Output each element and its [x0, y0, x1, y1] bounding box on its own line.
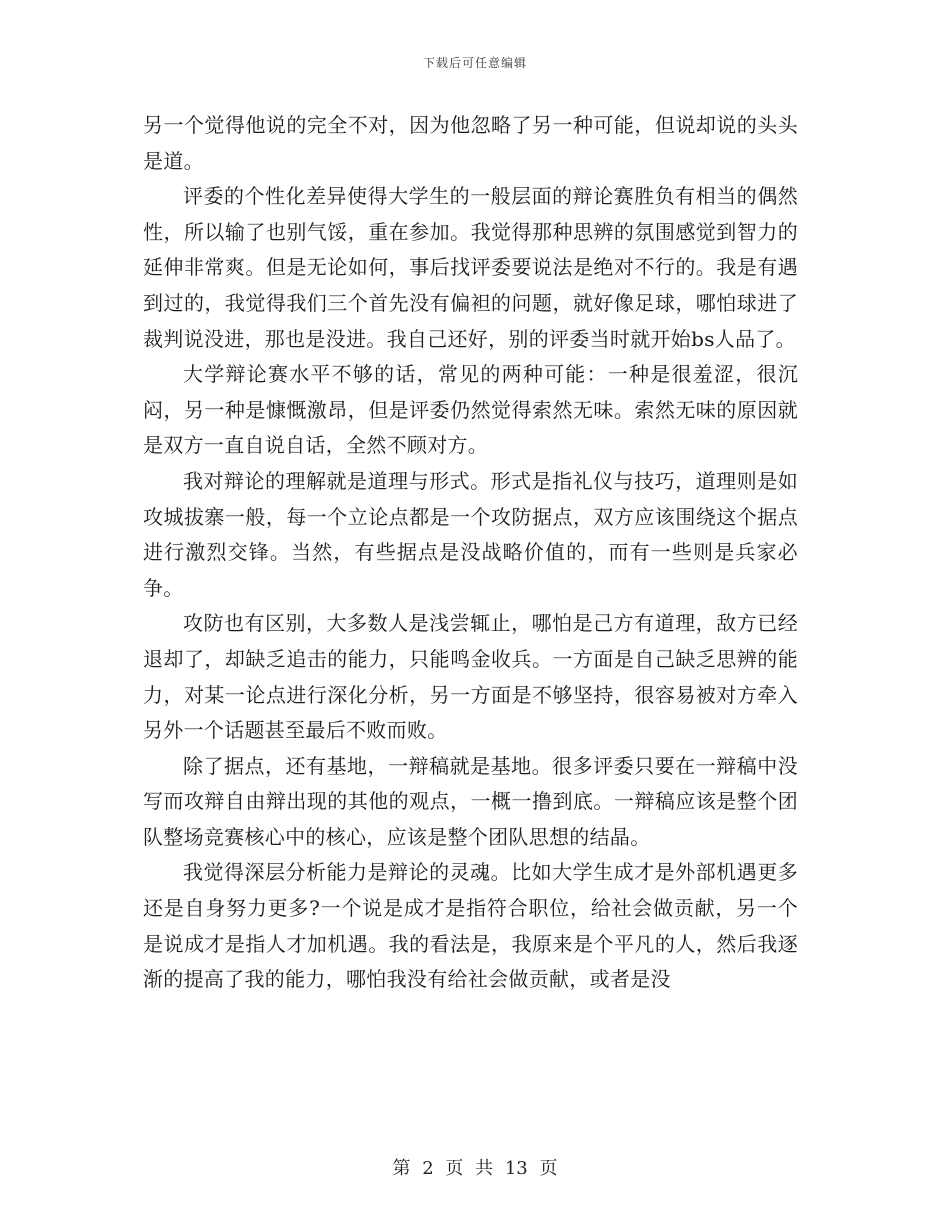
- paragraph: 攻防也有区别，大多数人是浅尝辄止，哪怕是己方有道理，敌方已经退却了，却缺乏追击的能力，只能鸣金收兵。一方面是自己缺乏思辨的能力，对某一论点进行深化分析，另一方面是不够坚持，很容易被对方牵入另外一个话题甚至最后不败而败。: [143, 611, 798, 743]
- paragraph: 除了据点，还有基地，一辩稿就是基地。很多评委只要在一辩稿中没写而攻辩自由辩出现的其他的观点，一概一撸到底。一辩稿应该是整个团队整场竞赛核心中的核心，应该是整个团队思想的结晶。: [143, 753, 798, 849]
- paragraph: 我觉得深层分析能力是辩论的灵魂。比如大学生成才是外部机遇更多还是自身努力更多?一个说是成才是指符合职位，给社会做贡献，另一个是说成才是指人才加机遇。我的看法是，我原来是个平凡的人，然后我逐渐的提高了我的能力，哪怕我没有给社会做贡献，或者是没: [143, 860, 798, 992]
- paragraph: 另一个觉得他说的完全不对，因为他忽略了另一种可能，但说却说的头头是道。: [143, 113, 798, 173]
- page-header: 下载后可任意编辑: [422, 56, 527, 70]
- paragraph: 评委的个性化差异使得大学生的一般层面的辩论赛胜负有相当的偶然性，所以输了也别气馁，重在参加。我觉得那种思辨的氛围感觉到智力的延伸非常爽。但是无论如何，事后找评委要说法是绝对不行的。我是有遇到过的，我觉得我们三个首先没有偏袒的问题，就好像足球，哪怕球进了裁判说没进，那也是没进。我自己还好，别的评委当时就开始bs人品了。: [143, 184, 798, 351]
- document-body: [143, 108, 798, 998]
- page-number-footer: 第 2 页 共 13 页: [392, 1158, 558, 1179]
- paragraph: 我对辩论的理解就是道理与形式。形式是指礼仪与技巧，道理则是如攻城拔寨一般，每一个立论点都是一个攻防据点，双方应该围绕这个据点进行激烈交锋。当然，有些据点是没战略价值的，而有一些则是兵家必争。: [143, 468, 798, 600]
- paragraph: 大学辩论赛水平不够的话，常见的两种可能：一种是很羞涩，很沉闷，另一种是慷慨激昂，但是评委仍然觉得索然无味。索然无味的原因就是双方一直自说自话，全然不顾对方。: [143, 362, 798, 458]
